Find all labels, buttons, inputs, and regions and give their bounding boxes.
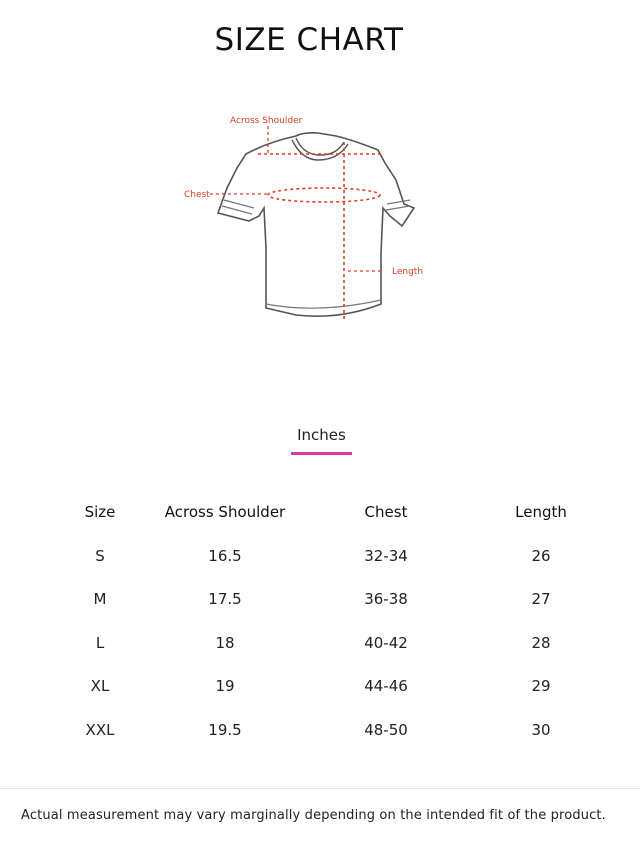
cell-length: 28 [531,633,551,652]
cell-chest: 44-46 [364,677,408,696]
cell-size: L [95,633,105,652]
tab-selected-indicator [291,452,352,455]
cell-size: XL [90,677,110,696]
cell-across-shoulder: 19.5 [208,720,242,739]
header-chest: Chest [364,503,408,521]
page-title: SIZE CHART [214,22,404,58]
cell-across-shoulder: 19 [215,677,235,696]
measurement-disclaimer: Actual measurement may vary marginally depending on the intended fit of the product. [21,808,606,823]
label-length: Length [392,267,424,277]
label-chest: Chest [184,190,210,200]
cell-chest: 48-50 [364,720,408,739]
cell-size: M [93,590,107,609]
table-row [0,672,640,716]
header-size: Size [84,503,116,521]
tshirt-measurement-diagram [178,108,428,330]
cell-across-shoulder: 16.5 [208,546,242,565]
table-row [0,716,640,760]
cell-across-shoulder: 18 [215,633,235,652]
table-row [0,542,640,586]
table-row [0,629,640,673]
cell-chest: 32-34 [364,546,408,565]
tab-inches-label: Inches [297,426,346,444]
cell-chest: 40-42 [364,633,408,652]
header-across-shoulder: Across Shoulder [164,503,286,521]
cell-size: XXL [85,720,115,739]
size-table-header [0,498,640,542]
cell-length: 26 [531,546,551,565]
size-table [0,498,640,760]
table-row [0,585,640,629]
cell-length: 30 [531,720,551,739]
header-length: Length [515,503,567,521]
footer-divider [0,788,640,789]
cell-chest: 36-38 [364,590,408,609]
cell-across-shoulder: 17.5 [208,590,242,609]
label-across-shoulder: Across Shoulder [230,116,303,126]
tab-inches[interactable] [291,425,352,455]
cell-length: 27 [531,590,551,609]
cell-length: 29 [531,677,551,696]
cell-size: S [95,546,105,565]
